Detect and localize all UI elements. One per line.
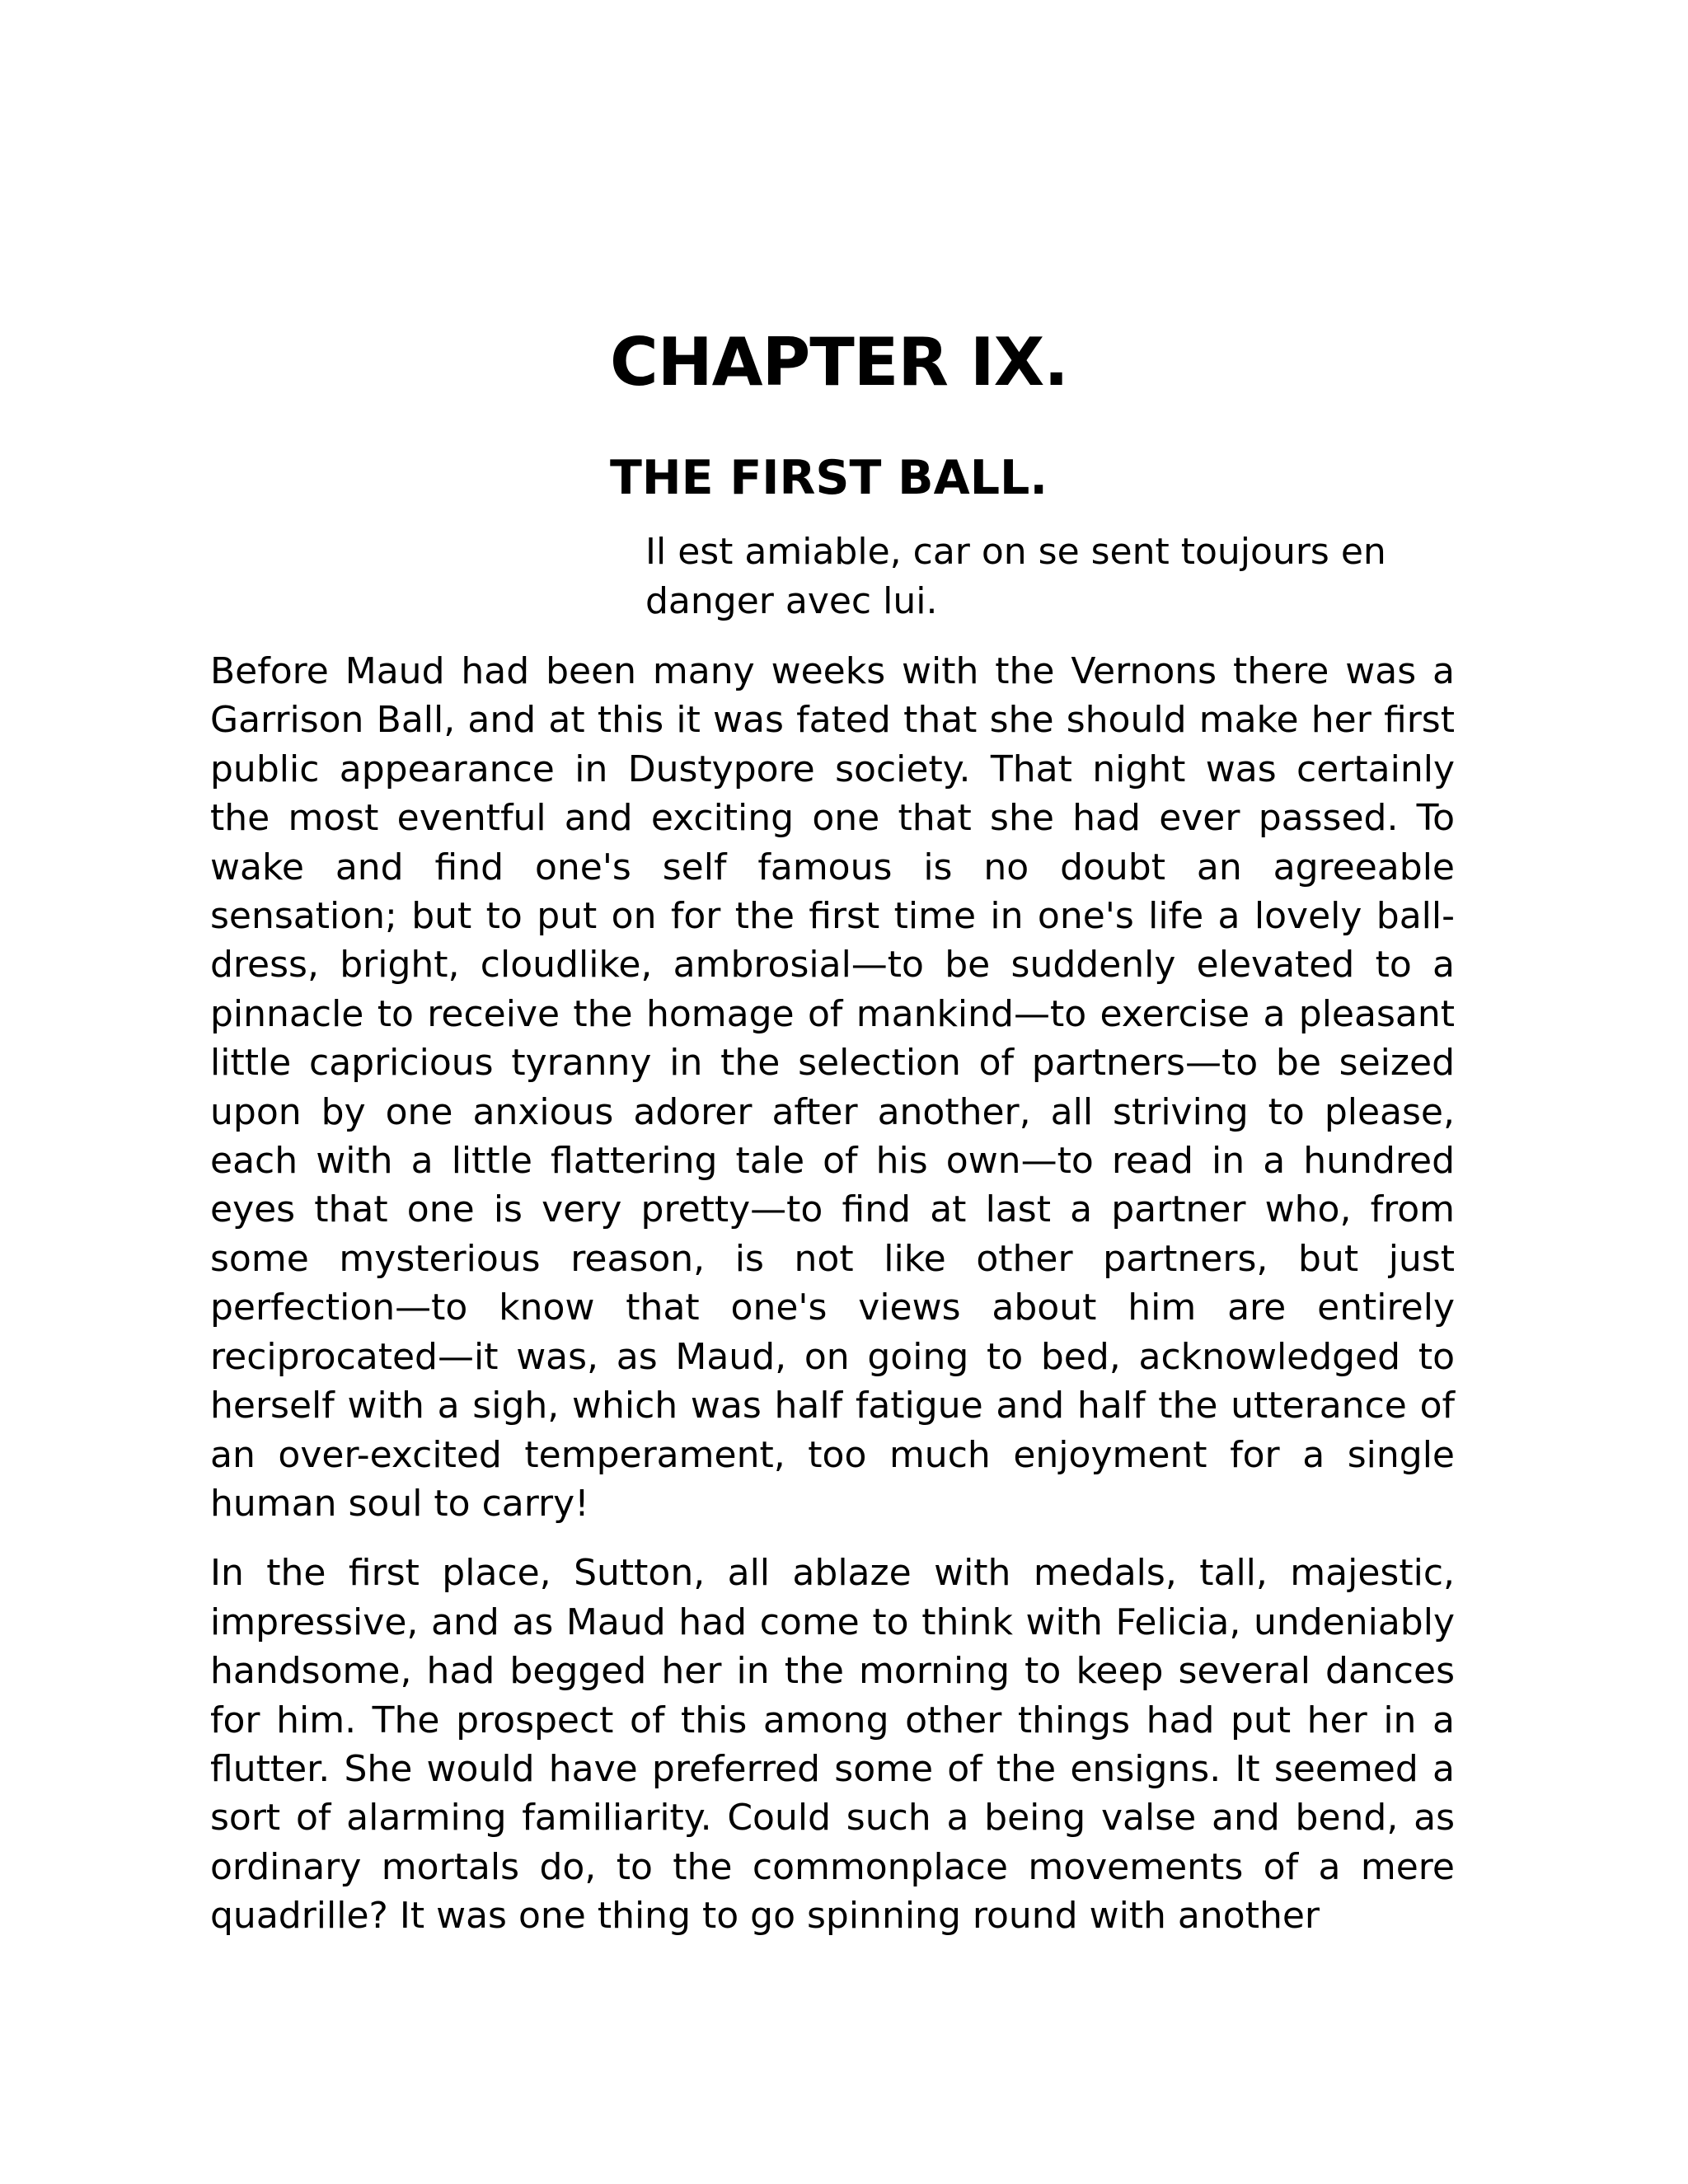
book-page: [210, 313, 1455, 1941]
body-paragraph: In the first place, Sutton, all ablaze with medals, tall, majestic, impressive, and as Maud had come to think with Felicia, undeniably handsome, had begged her in the morning to keep several dances for him. The prospect of this among other things had put her in a flutter. She would have preferred some of the ensigns. It seemed a sort of alarming familiarity. Could such a being valse and bend, as ordinary mortals do, to the commonplace movements of a mere quadrille? It was one thing to go spinning round with another: [210, 1552, 1455, 1938]
chapter-title: CHAPTER IX.: [610, 324, 1068, 401]
body-paragraph: Before Maud had been many weeks with the Vernons there was a Garrison Ball, and at this it was fated that she should make her first public appearance in Dustypore society. That night was certainly the most eventful and exciting one that she had ever passed. To wake and find one's self famous is no doubt an agreeable sensation; but to put on for the first time in one's life a lovely ball-dress, bright, cloudlike, ambrosial—to be suddenly elevated to a pinnacle to receive the homage of mankind—to exercise a pleasant little capricious tyranny in the selection of partners—to be seized upon by one anxious adorer after another, all striving to please, each with a little flattering tale of his own—to read in a hundred eyes that one is very pretty—to find at last a partner who, from some mysterious reason, is not like other partners, but just perfection—to know that one's views about him are entirely reciprocated—it was, as Maud, on going to bed, acknowledged to herself with a sigh, which was half fatigue and half the utterance of an over-excited temperament, too much enjoyment for a single human soul to carry!: [210, 650, 1455, 1525]
chapter-subtitle: THE FIRST BALL.: [610, 451, 1048, 505]
epigraph: Il est amiable, car on se sent toujours en danger avec lui.: [645, 531, 1386, 622]
